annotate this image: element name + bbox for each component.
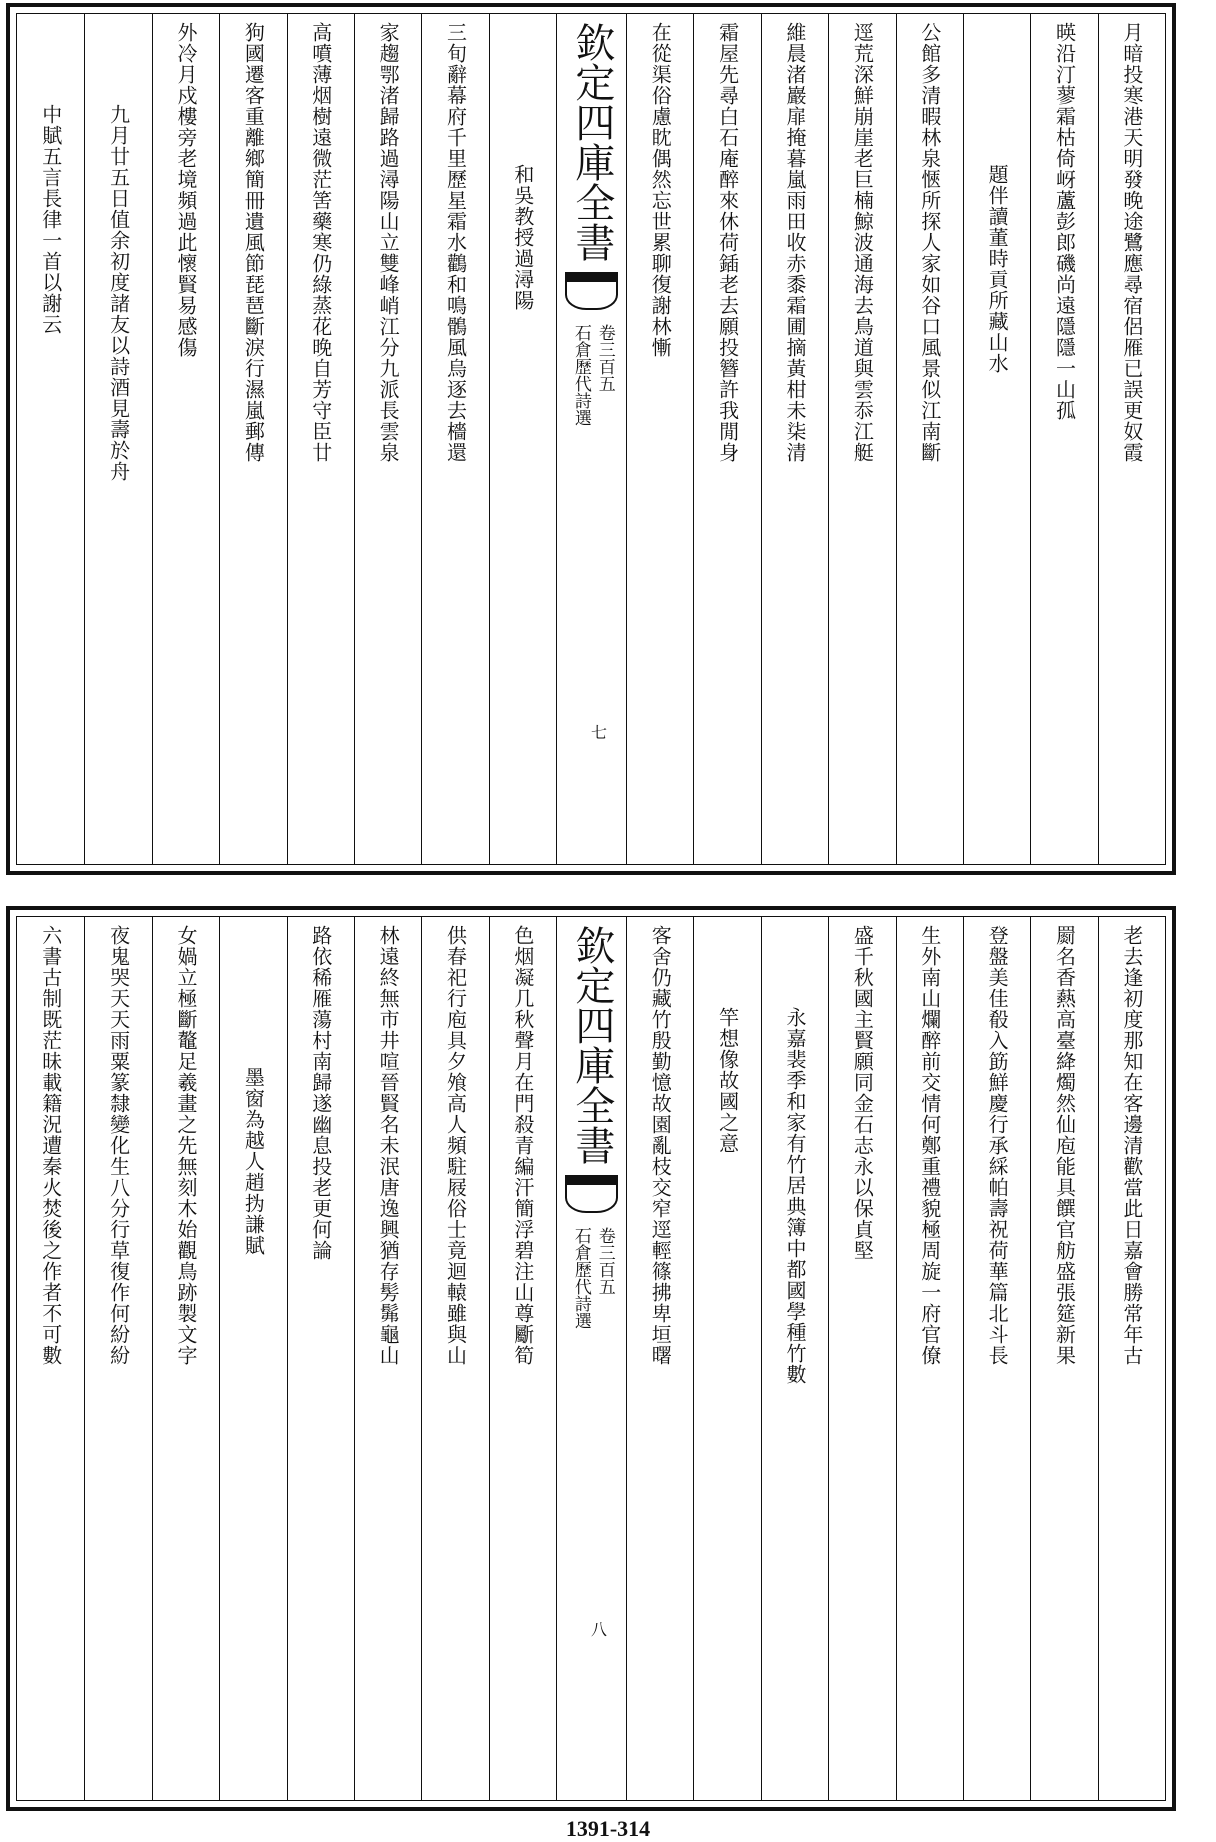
column-text: 路依稀雁蕩村南歸遂幽息投老更何論 — [308, 925, 333, 1261]
text-column — [693, 917, 760, 1800]
column-text: 題伴讀董時貢所藏山水 — [985, 164, 1010, 374]
text-column — [354, 14, 421, 864]
text-column — [84, 917, 151, 1800]
text-column — [17, 14, 84, 864]
column-text: 登盤美佳殽入筯鮮慶行承綵帕壽祝荷華篇北斗長 — [985, 925, 1010, 1366]
text-column — [287, 917, 354, 1800]
bottom-center-gutter — [556, 917, 626, 1800]
text-column — [693, 14, 760, 864]
column-text: 竿想像故國之意 — [715, 1007, 740, 1154]
column-text: 林遠終無市井喧晉賢名未泯唐逸興猶存髣髴龜山 — [376, 925, 401, 1366]
column-text: 老去逢初度那知在客邊清歡當此日嘉會勝常年古 — [1119, 925, 1144, 1366]
text-column — [1030, 14, 1097, 864]
column-text: 和吳教授過潯陽 — [510, 164, 535, 311]
gutter-volume-number: 卷三百五 — [594, 1227, 615, 1295]
text-column — [828, 14, 895, 864]
text-column — [963, 14, 1030, 864]
column-text: 供春祀行庖具夕飧高人頻駐屐俗士竟迴轅雖與山 — [443, 925, 468, 1366]
text-column — [1030, 917, 1097, 1800]
column-text: 盛千秋國主賢願同金石志永以保貞堅 — [850, 925, 875, 1261]
column-text: 家趨鄂渚歸路過潯陽山立雙峰峭江分九派長雲泉 — [376, 22, 401, 463]
text-column — [152, 14, 219, 864]
gutter-book-title: 欽定四庫全書 — [568, 22, 615, 262]
text-column — [1098, 917, 1165, 1800]
column-text: 暎沿汀蓼霜枯倚岈蘆彭郎磯尚遠隱隱一山孤 — [1052, 22, 1077, 421]
text-column — [219, 917, 286, 1800]
top-page-frame — [6, 3, 1176, 875]
fish-tail-mark — [565, 272, 618, 310]
text-column — [287, 14, 354, 864]
gutter-page-number: 七 — [591, 723, 608, 742]
text-column — [761, 917, 828, 1800]
column-text: 公館多清暇林泉愜所探人家如谷口風景似江南斷 — [917, 22, 942, 463]
column-text: 外冷月戍樓旁老境頻過此懷賢易感傷 — [173, 22, 198, 358]
text-column — [626, 14, 693, 864]
column-text: 中賦五言長律一首以謝云 — [38, 104, 63, 335]
text-column — [963, 917, 1030, 1800]
column-text: 逕荒深鮮崩崖老巨楠鯨波通海去鳥道與雲忝江艇 — [850, 22, 875, 463]
text-column — [84, 14, 151, 864]
text-column — [761, 14, 828, 864]
text-column — [152, 917, 219, 1800]
column-text: 女媧立極斷鼇足羲畫之先無刻木始觀鳥跡製文字 — [173, 925, 198, 1366]
column-text: 夜鬼哭天天雨粟篆隸變化生八分行草復作何紛紛 — [106, 925, 131, 1366]
text-column — [421, 917, 488, 1800]
column-text: 狗國遷客重離鄉簡冊遺風節琵琶斷淚行濕嵐郵傳 — [241, 22, 266, 463]
text-column — [626, 917, 693, 1800]
column-text: 霜屋先尋白石庵醉來休荷鍤老去願投簪許我閒身 — [715, 22, 740, 463]
text-column — [354, 917, 421, 1800]
column-text: 色烟凝几秋聲月在門殺青編汗簡浮碧注山尊斸筍 — [510, 925, 535, 1366]
text-column — [1098, 14, 1165, 864]
gutter-volume-number: 卷三百五 — [594, 324, 615, 392]
column-text: 月暗投寒港天明發晚途鷺應尋宿侶雁已誤更奴霞 — [1119, 22, 1144, 463]
column-text: 三旬辭幕府千里歷星霜水鸛和鳴鶻風烏逐去檣還 — [443, 22, 468, 463]
text-column — [489, 14, 556, 864]
column-text: 罽名香爇高臺絳燭然仙庖能具饌官舫盛張筵新果 — [1052, 925, 1077, 1366]
column-text: 墨窗為越人趙㧑謙賦 — [241, 1067, 266, 1256]
page-footer-number: 1391-314 — [565, 1816, 651, 1841]
column-text: 永嘉裴季和家有竹居典簿中都國學種竹數 — [782, 1007, 807, 1385]
bottom-page-columns — [16, 916, 1166, 1801]
gutter-page-number: 八 — [591, 1620, 608, 1639]
column-text: 客舍仍藏竹殷勤憶故園亂枝交窄逕輕篠拂卑垣曙 — [648, 925, 673, 1366]
top-page-columns — [16, 13, 1166, 865]
text-column — [489, 917, 556, 1800]
column-text: 在從渠俗慮眈偶然忘世累聊復謝林慚 — [648, 22, 673, 358]
bottom-page-frame — [6, 906, 1176, 1811]
text-column — [17, 917, 84, 1800]
column-text: 九月廿五日值余初度諸友以詩酒見壽於舟 — [106, 104, 131, 482]
fish-tail-mark — [565, 1175, 618, 1213]
column-text: 維晨渚巖扉掩暮嵐雨田收赤黍霜圃摘黃柑未柒清 — [782, 22, 807, 463]
text-column — [896, 917, 963, 1800]
top-center-gutter — [556, 14, 626, 864]
column-text: 生外南山爛醉前交情何鄭重禮貌極周旋一府官僚 — [917, 925, 942, 1366]
gutter-anthology-name: 石倉歷代詩選 — [570, 324, 591, 426]
gutter-book-title: 欽定四庫全書 — [568, 925, 615, 1165]
text-column — [219, 14, 286, 864]
text-column — [828, 917, 895, 1800]
gutter-anthology-name: 石倉歷代詩選 — [570, 1227, 591, 1329]
text-column — [421, 14, 488, 864]
column-text: 六書古制既茫昧載籍況遭秦火焚後之作者不可數 — [38, 925, 63, 1366]
text-column — [896, 14, 963, 864]
column-text: 高噴薄烟樹遠微茫筈藥寒仍綠蒸花晚自芳守臣廿 — [308, 22, 333, 463]
